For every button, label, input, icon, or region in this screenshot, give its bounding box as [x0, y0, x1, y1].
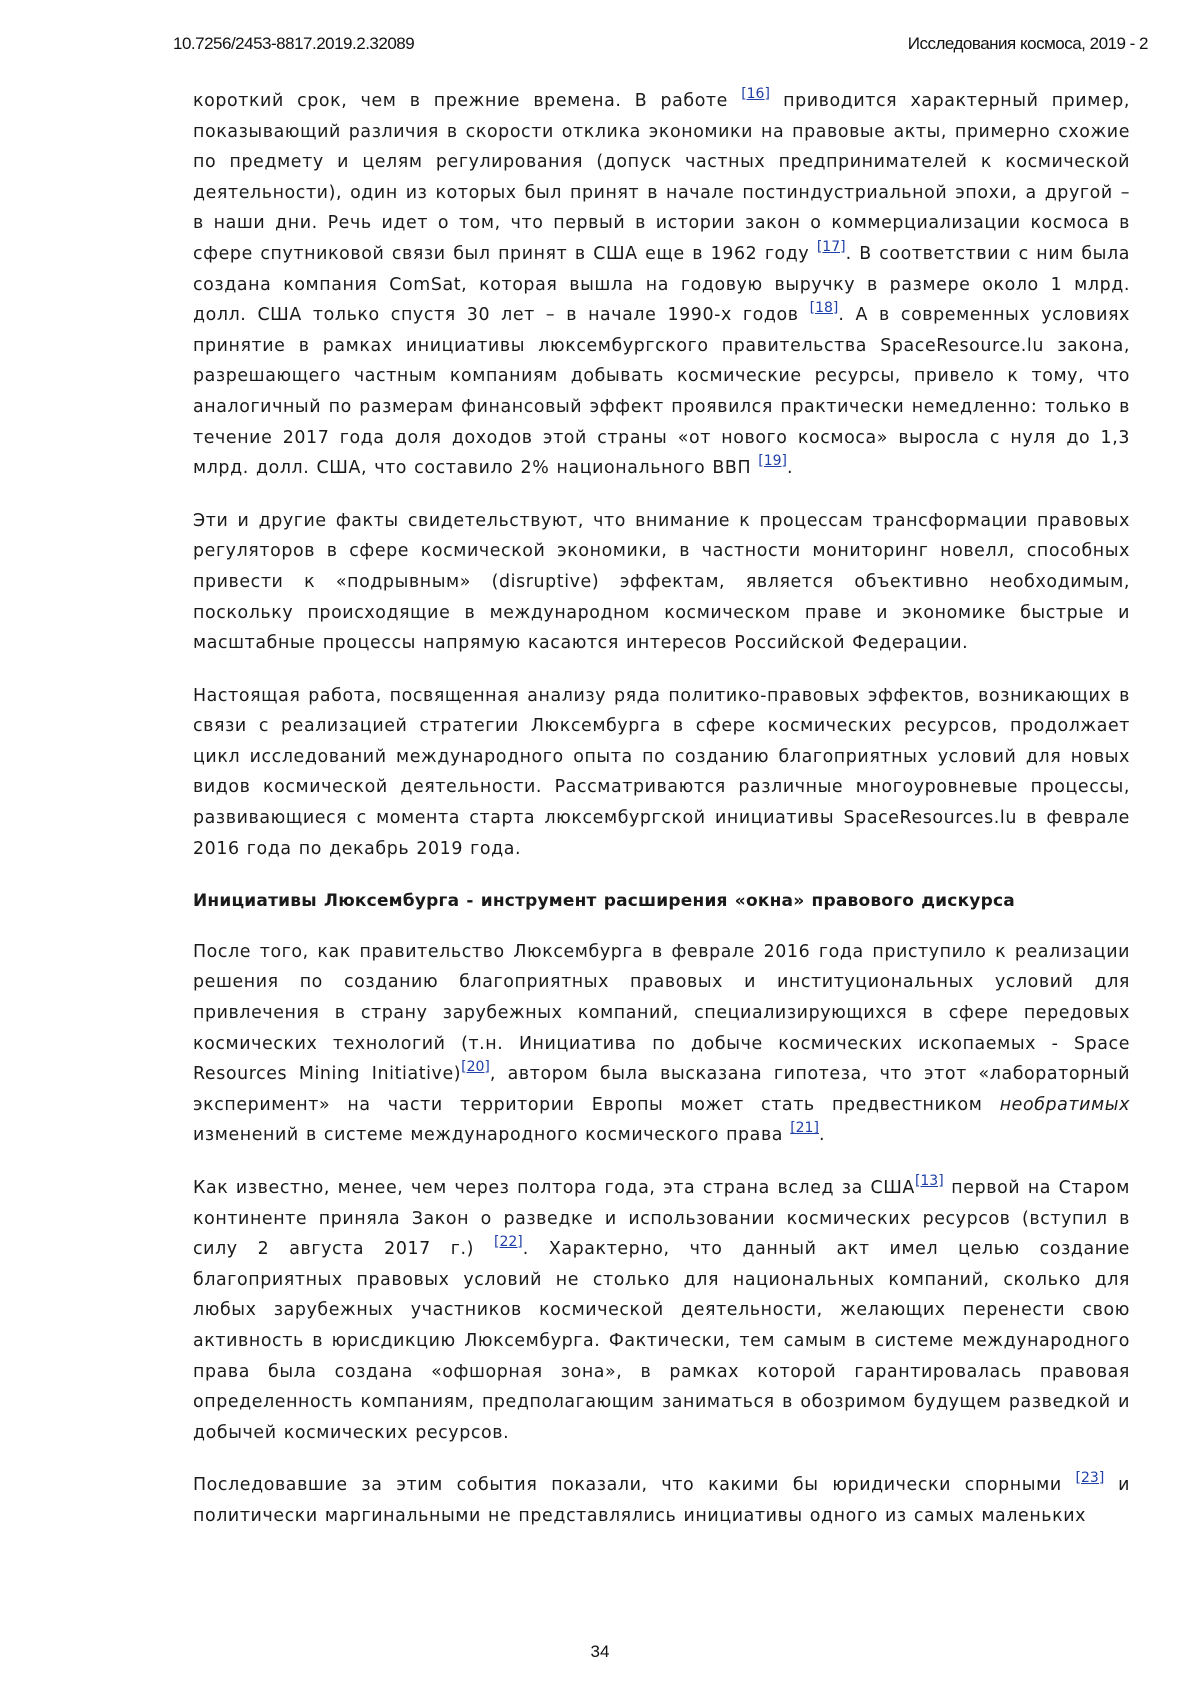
- reference-link-17[interactable]: [17]: [816, 238, 846, 255]
- paragraph-2: Эти и другие факты свидетельствуют, что внимание к процессам трансформации правовых регуляторов в сфере космической экономики, в частности мониторинг новелл, способных привести к «подрывным» (disruptive) эффектам, является объективно необходимым, поскольку происходящие в международном космическом праве и экономике быстрые и масштабные процессы напрямую касаются интересов Российской Федерации.: [193, 510, 1130, 654]
- paragraph-5: Как известно, менее, чем через полтора года, эта страна вслед за США[13] первой на Старом континенте приняла Закон о разведке и использовании космических ресурсов (вступил в силу 2 августа 2017 г.) [22]. Характерно, что данный акт имел целью создание благоприятных правовых условий не столько для национальных компаний, сколько для любых зарубежных участников космической деятельности, желающих перенести свою активность в юрисдикцию Люксембурга. Фактически, тем самым в системе международного права была создана «офшорная зона», в рамках которой гарантировалась правовая определенность компаниям, предполагающим заниматься в обозримом будущем разведкой и добычей космических ресурсов.: [193, 1173, 1130, 1443]
- paragraph-6: Последовавшие за этим события показали, что какими бы юридически спорными [23] и политически маргинальными не представлялись инициативы одного из самых маленьких: [193, 1470, 1131, 1526]
- reference-link-23[interactable]: [23]: [1075, 1470, 1105, 1487]
- page-number: 34: [590, 1642, 610, 1661]
- reference-link-19[interactable]: [19]: [758, 453, 787, 470]
- reference-link-13[interactable]: [13]: [914, 1173, 944, 1189]
- reference-link-21[interactable]: [21]: [790, 1120, 819, 1137]
- section-heading: Инициативы Люксембурга - инструмент расширения «окна» правового дискурса: [193, 891, 1015, 912]
- reference-link-22[interactable]: [22]: [494, 1234, 523, 1251]
- page-header: [173, 34, 1148, 62]
- article-body: [193, 86, 1130, 1554]
- paragraph-3: Настоящая работа, посвященная анализу ряда политико-правовых эффектов, возникающих в связи с реализацией стратегии Люксембурга в сфере космических ресурсов, продолжает цикл исследований международного опыта по созданию благоприятных условий для новых видов космической деятельности. Рассматриваются различные многоуровневые процессы, развивающиеся с момента старта люксембургской инициативы SpaceResources.lu в феврале 2016 года по декабрь 2019 года.: [193, 685, 1130, 859]
- reference-link-20[interactable]: [20]: [461, 1059, 490, 1076]
- reference-link-18[interactable]: [18]: [809, 300, 839, 317]
- paragraph-1: короткий срок, чем в прежние времена. В работе [16] приводится характерный пример, показывающий различия в скорости отклика экономики на правовые акты, примерно схожие по предмету и целям регулирования (допуск частных предпринимателей к космической деятельности), один из которых был принят в начале постиндустриальной эпохи, а другой – в наши дни. Речь идет о том, что первый в истории закон о коммерциализации космоса в сфере спутниковой связи был принят в США еще в 1962 году [17]. В соответствии с ним была создана компания ComSat, которая вышла на годовую выручку в размере около 1 млрд. долл. США только спустя 30 лет – в начале 1990-х годов [18]. А в современных условиях принятие в рамках инициативы люксембургского правительства SpaceResource.lu закона, разрешающего частным компаниям добывать космические ресурсы, привело к тому, что аналогичный по размерам финансовый эффект проявился практически немедленно: только в течение 2017 года доля доходов этой страны «от нового космоса» выросла с нуля до 1,3 млрд. долл. США, что составило 2% национального ВВП [19].: [193, 86, 1131, 479]
- reference-link-16[interactable]: [16]: [741, 86, 770, 102]
- paragraph-4: После того, как правительство Люксембурга в феврале 2016 года приступило к реализации решения по созданию благоприятных правовых и институциональных условий для привлечения в страну зарубежных компаний, специализирующихся в сфере передовых космических технологий (т.н. Инициатива по добыче космических ископаемых - Space Resources Mining Initiative)[20], автором была высказана гипотеза, что этот «лабораторный эксперимент» на части территории Европы может стать предвестником необратимых изменений в системе международного космического права [21].: [193, 941, 1130, 1146]
- emphasis: необратимых: [999, 1094, 1130, 1115]
- doi: 10.7256/2453-8817.2019.2.32089: [173, 34, 415, 53]
- journal-title: Исследования космоса, 2019 - 2: [907, 34, 1148, 53]
